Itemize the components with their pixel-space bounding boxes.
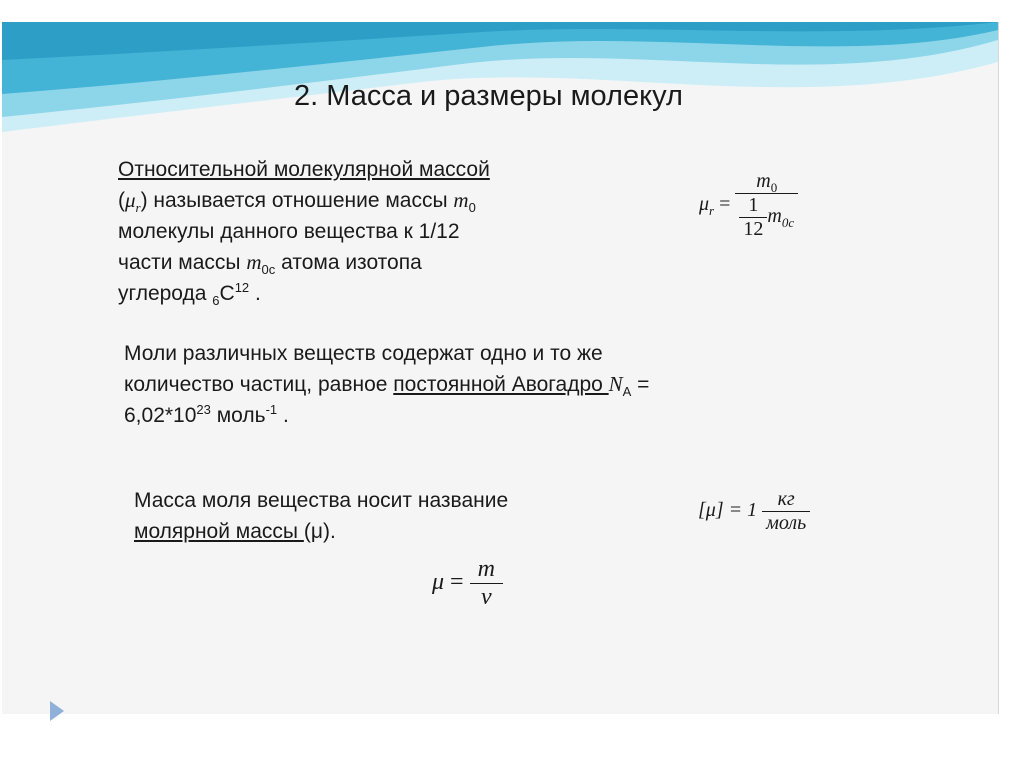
term-avogadro-constant: постоянной Авогадро	[393, 373, 609, 396]
molar-mass-statement: Масса моля вещества носит название молярной массы (μ).	[134, 489, 509, 543]
formula-molar-mass: μ = $\frac{m}{\nu}$	[432, 556, 503, 611]
header-waves-decoration	[2, 22, 998, 132]
slide	[2, 22, 999, 714]
avogadro-statement: Моли различных веществ содержат одно и то же количество частиц, равное постоянной Авогадро $N_A$ = $6,02*10^{23}$ моль$^{-1}$ .	[124, 342, 650, 427]
formula-relative-molecular-mass: $\mu_r$ = $m_0$ $\frac{1}{12}$ $m_{0c}$	[699, 170, 798, 241]
formula-molar-mass-unit: [μ] = 1 $\frac{кг}{\text{моль}}$	[698, 488, 810, 535]
term-molar-mass: молярной массы	[134, 520, 304, 543]
slide-title: 2. Масса и размеры молекул	[294, 80, 683, 112]
next-slide-arrow-icon[interactable]	[49, 700, 65, 722]
definition-relative-molecular-mass: Относительной молекулярной массой $(\mu_r)$ называется отношение массы $m_0$ молекулы данного вещества к 1/12 части массы $m_{0c}$ атома изотопа углерода $_6C^{12}$ .	[118, 158, 490, 309]
term-relative-molecular-mass: Относительной молекулярной массой	[118, 158, 490, 181]
